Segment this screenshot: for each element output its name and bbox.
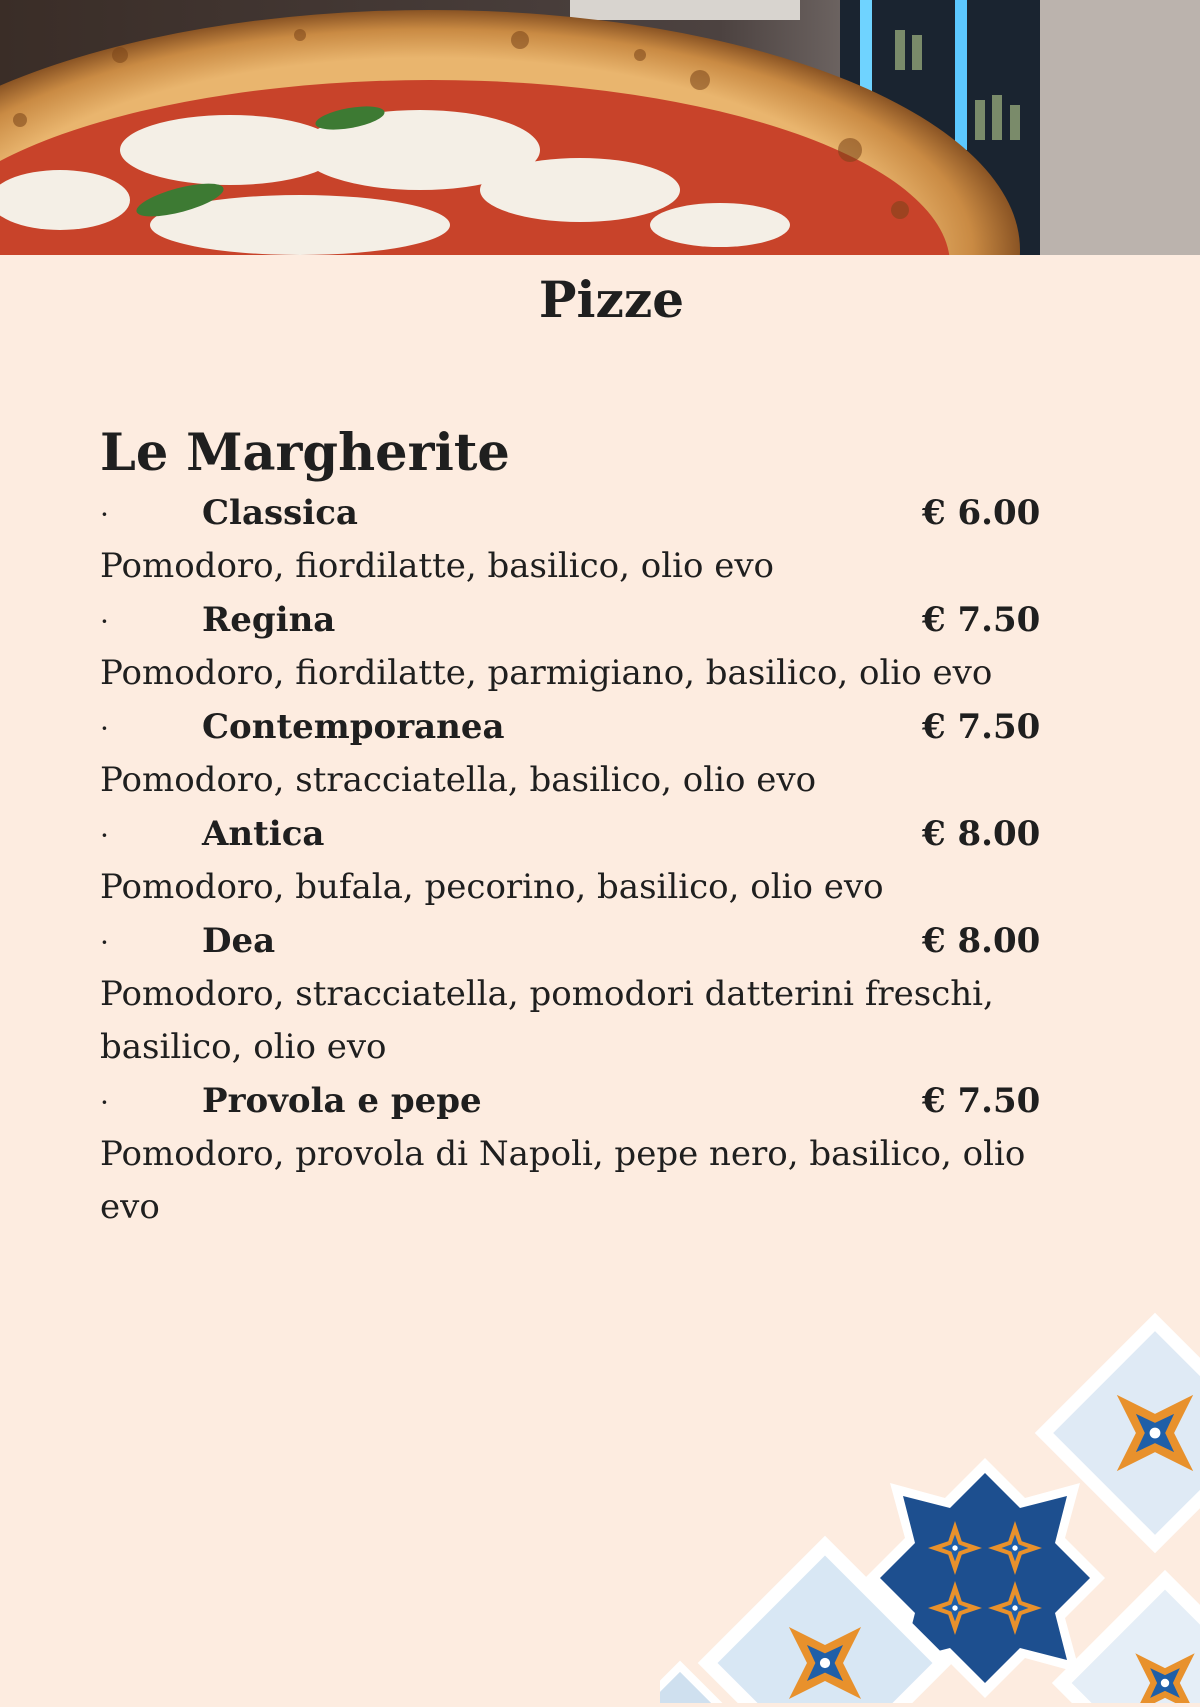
item-description: Pomodoro, stracciatella, basilico, olio evo: [100, 760, 817, 800]
item-name: Regina: [202, 600, 336, 640]
item-price: € 7.50: [922, 600, 1041, 640]
item-description: Pomodoro, stracciatella, pomodori datterini freschi, basilico, olio evo: [100, 974, 994, 1067]
menu-section: [100, 420, 1080, 1234]
decorative-tiles: [660, 1303, 1200, 1703]
item-price: € 8.00: [922, 921, 1041, 961]
item-name: Provola e pepe: [202, 1081, 482, 1121]
menu-item: [100, 807, 1080, 914]
item-description: Pomodoro, fiordilatte, basilico, olio evo: [100, 546, 775, 586]
item-price: € 6.00: [922, 493, 1041, 533]
item-price: € 7.50: [922, 707, 1041, 747]
bullet: ·: [100, 1086, 109, 1119]
item-name: Dea: [202, 921, 276, 961]
bullet: ·: [100, 605, 109, 638]
menu-item: [100, 914, 1080, 1074]
item-price: € 8.00: [922, 814, 1041, 854]
bullet: ·: [100, 712, 109, 745]
menu-item: [100, 593, 1080, 700]
item-description: Pomodoro, bufala, pecorino, basilico, olio evo: [100, 867, 884, 907]
page-title: Pizze: [538, 270, 685, 329]
item-description: Pomodoro, fiordilatte, parmigiano, basilico, olio evo: [100, 653, 993, 693]
menu-item: [100, 1074, 1080, 1234]
section-title: Le Margherite: [100, 423, 510, 483]
bullet: ·: [100, 926, 109, 959]
bullet: ·: [100, 819, 109, 852]
menu-item: [100, 700, 1080, 807]
menu-item: [100, 486, 1080, 593]
pizza-header-photo: [0, 0, 1200, 255]
item-description: Pomodoro, provola di Napoli, pepe nero, basilico, olio evo: [100, 1134, 1026, 1227]
item-price: € 7.50: [922, 1081, 1041, 1121]
bullet: ·: [100, 498, 109, 531]
item-name: Contemporanea: [202, 707, 505, 747]
item-name: Classica: [202, 493, 358, 533]
item-name: Antica: [202, 814, 325, 854]
